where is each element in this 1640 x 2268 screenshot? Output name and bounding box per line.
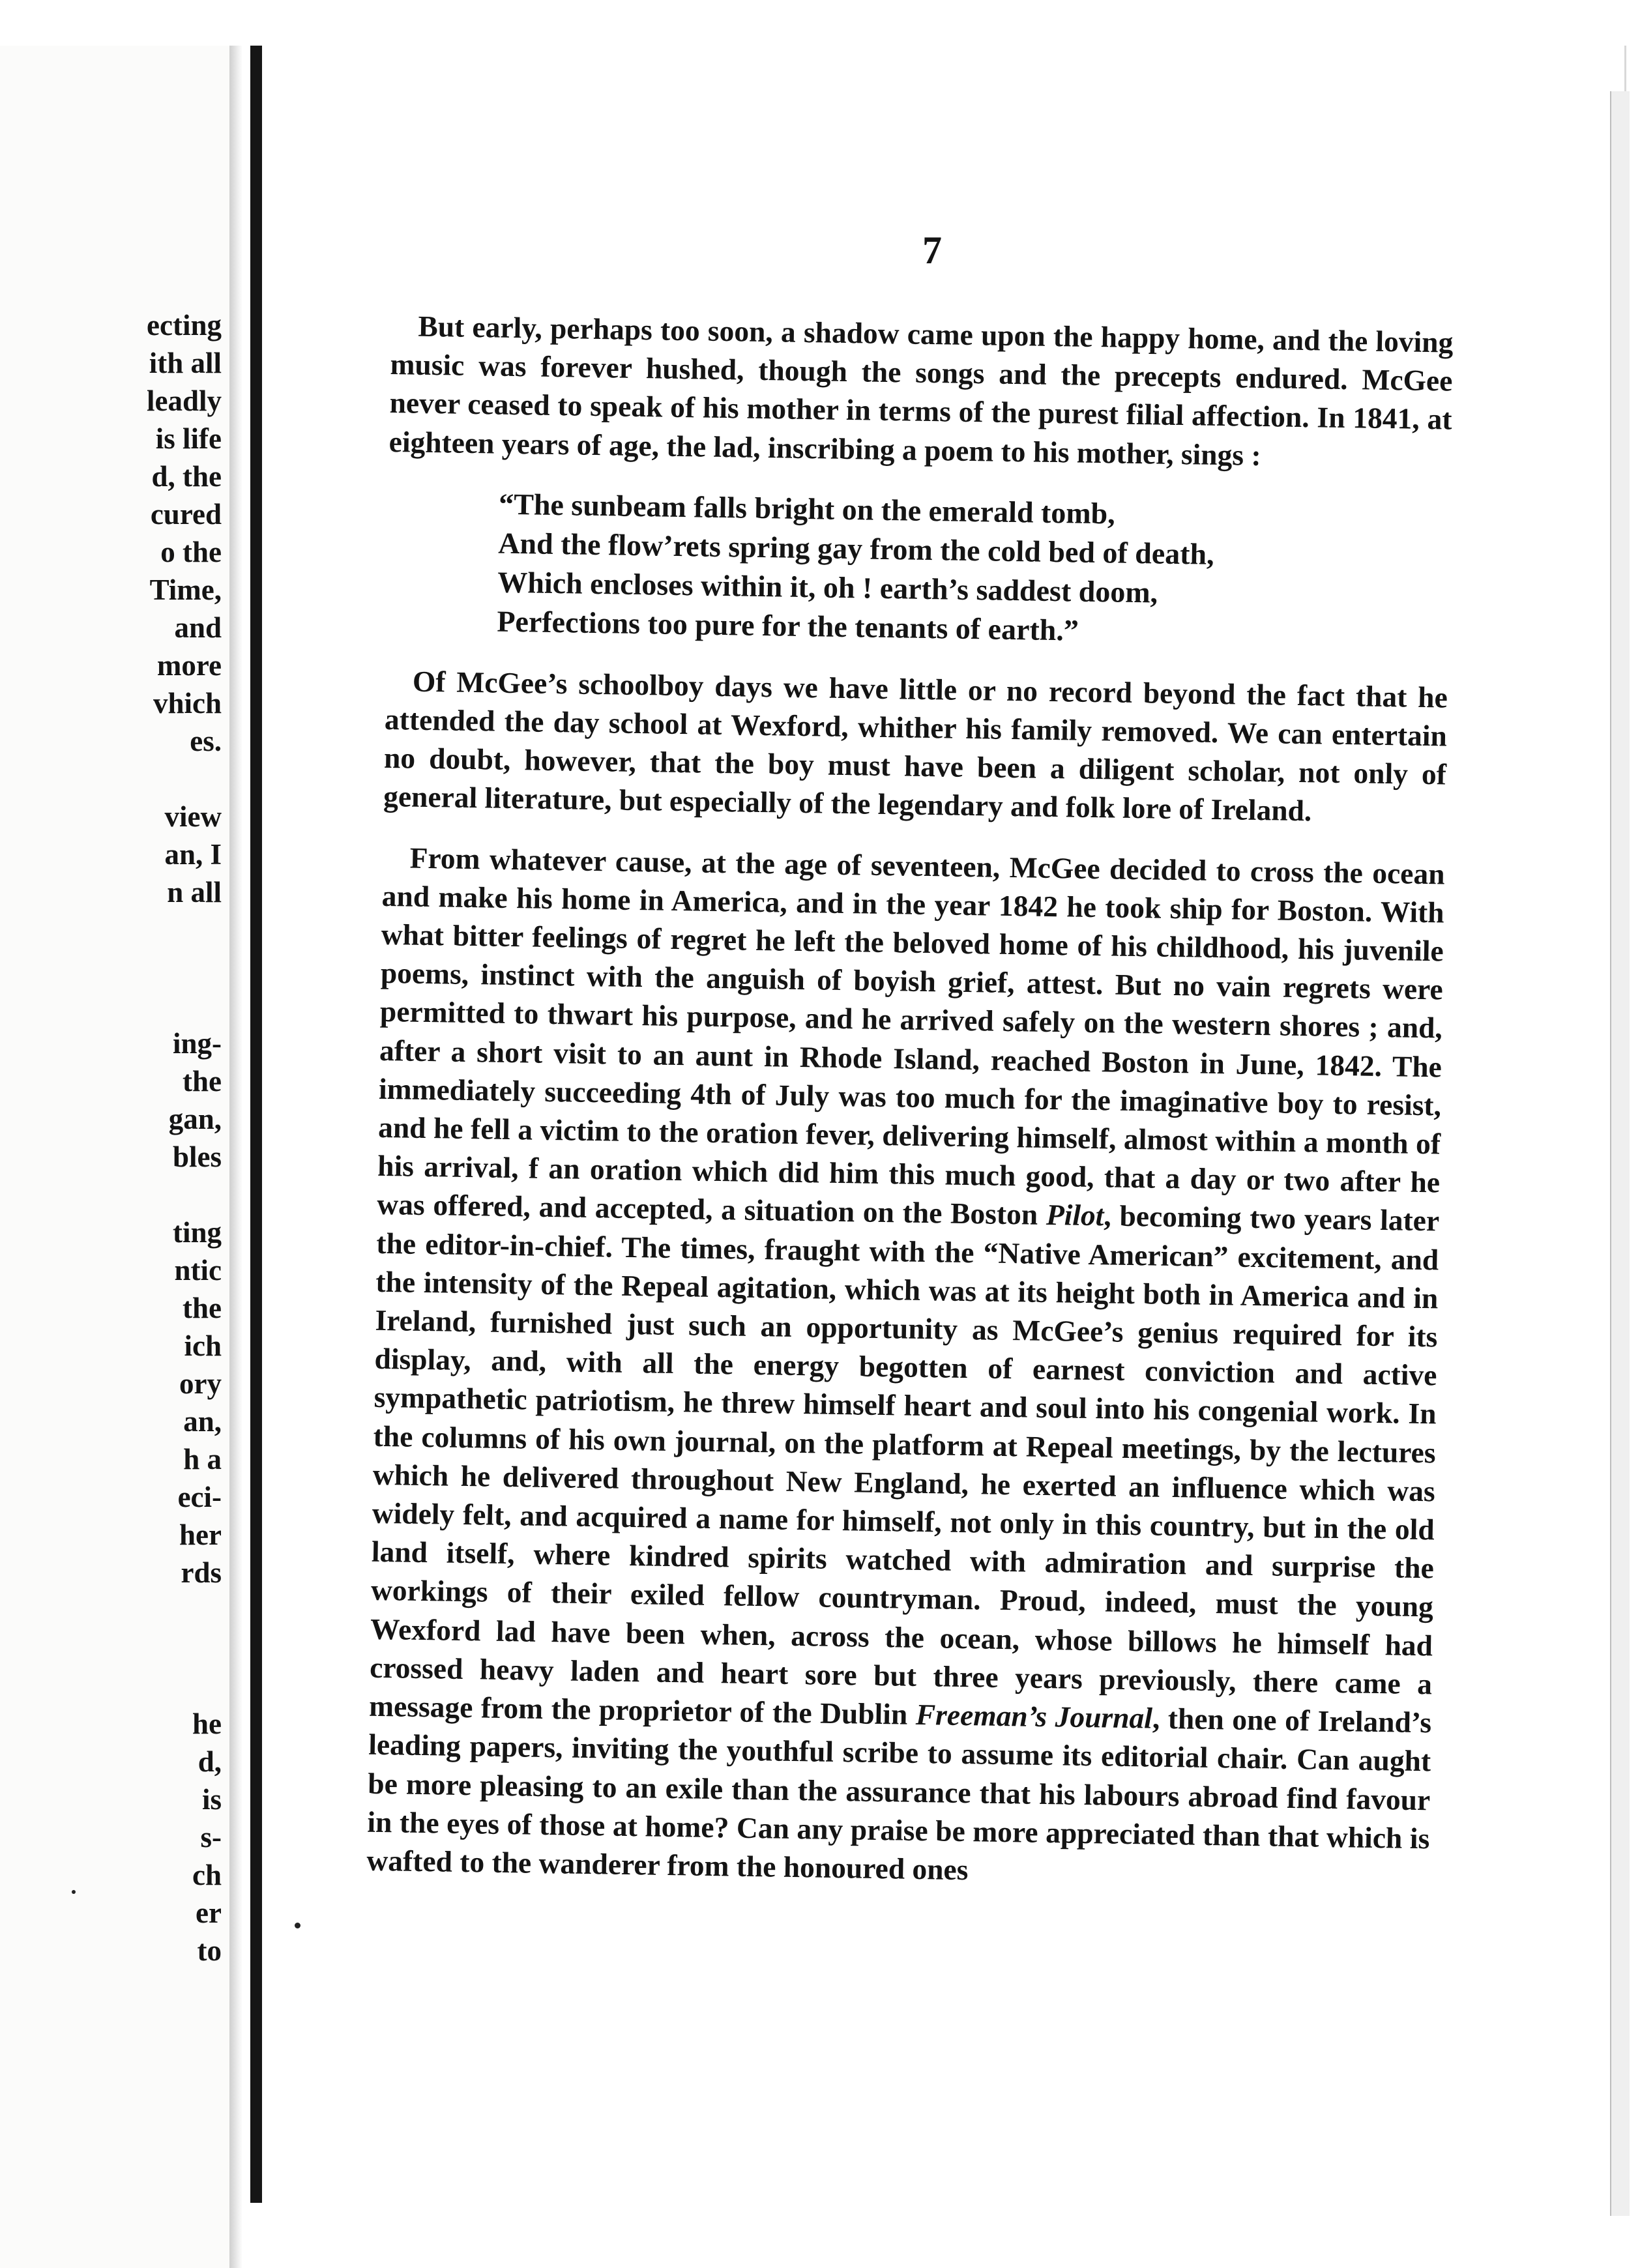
left-page-line-fragment: h a	[183, 1443, 222, 1476]
left-page-line-fragment: ith all	[149, 347, 222, 379]
left-page-line-fragment: to	[197, 1934, 222, 1967]
paragraph-text: , then one of Ireland’s leading papers, inviting the youthful scribe to assume its editorial chair. Can aught be more pleasing to an exile than the assurance that his labours abroad find favour in the eyes of those at home? Can any praise be more appreciated than that which is wafted to the wanderer from the honoured ones	[366, 1701, 1432, 1887]
ink-speck	[72, 1890, 76, 1894]
left-page-line-fragment: view	[164, 800, 222, 833]
paragraph-text: , becoming two years later the editor-in-chief. The times, fraught with the “Native American” excitement, and the intensity of the Repeal agitation, which was at its height both in America and in Ireland, furnished just such an opportunity as McGee’s genius required for its display, and, with all the energy begotten of earnest conviction and active sympathetic patriotism, he threw himself heart and soul into his congenial work. In the columns of his own journal, on the platform at Repeal meetings, by the lectures which he delivered throughout New England, he exerted an influence which was widely felt, and acquired a name for himself, not only in this country, but in the old land itself, where kindred spirits watched with admiration and surprise the workings of their exiled fellow countryman. Proud, indeed, must the young Wexford lad have been when, across the ocean, whose billows he himself had crossed heavy laden and heart sore but three years previously, there came a message from the proprietor of the Dublin	[368, 1199, 1440, 1731]
newspaper-title-freemans-journal: Freeman’s Journal	[915, 1698, 1153, 1735]
page-fold-shadow	[229, 46, 242, 2268]
book-gutter	[250, 46, 262, 2203]
left-page-line-fragment: ting	[172, 1216, 222, 1249]
left-page-line-fragment: more	[156, 649, 222, 682]
left-page-line-fragment: her	[179, 1519, 222, 1551]
left-page-line-fragment: ecting	[147, 309, 222, 342]
left-page-line-fragment: er	[196, 1897, 222, 1929]
left-page-line-fragment: ntic	[174, 1254, 222, 1287]
newspaper-title-pilot: Pilot	[1046, 1198, 1104, 1232]
page-edge-strip	[1610, 91, 1630, 2216]
paragraph-schoolboy-days: Of McGee’s schoolboy days we have little or no record beyond the fact that he attended the day school at Wexford, whither his family removed. We can entertain no doubt, however, that the boy must have been a diligent scholar, not only of general literature, but especially of the legendary and folk lore of Ireland.	[383, 664, 1448, 828]
left-page-line-fragment: Time,	[149, 574, 222, 606]
paragraph-text: From whatever cause, at the age of seventeen, McGee decided to cross the ocean and make his home in America, and in the year 1842 he took ship for Boston. With what bitter feelings of regret he left the beloved home of his childhood, his juvenile poems, instinct with the anguish of boyish grief, attest. But no vain regrets were permitted to thwart his purpose, and he arrived safely on the western shores ; and, after a short visit to an aunt in Rhode Island, reached Boston in June, 1842. The immediately succeeding 4th of July was too much for the imaginative boy to resist, and he fell a victim to the oration fever, delivering himself, almost within a month of his arrival, f an oration which did him this much good, that a day or two after he was offered, and accepted, a situation on the Boston	[376, 841, 1445, 1232]
left-page-line-fragment: ing-	[172, 1027, 222, 1060]
paragraph-voyage-to-america	[366, 838, 1445, 1897]
verse-line: And the flow’rets spring gay from the cold bed of death,	[497, 526, 1215, 571]
left-page-line-fragment: ch	[192, 1859, 222, 1891]
left-page-line-fragment: an, I	[164, 838, 222, 871]
left-page-line-fragment: he	[192, 1708, 222, 1740]
left-page-line-fragment: vhich	[153, 687, 222, 720]
left-page-line-fragment: rds	[181, 1556, 222, 1589]
verse-line: Which encloses within it, oh ! earth’s saddest doom,	[497, 565, 1158, 609]
left-page-line-fragment: leadly	[146, 385, 222, 417]
page-number: 7	[922, 229, 942, 272]
left-page-line-fragment: eci-	[177, 1481, 222, 1513]
left-page-line-fragment: es.	[190, 725, 222, 757]
poem-verse	[497, 484, 1451, 656]
verse-line: “The sunbeam falls bright on the emerald tomb,	[498, 487, 1116, 531]
page-body-text	[366, 306, 1454, 1918]
left-page-line-fragment: the	[183, 1065, 222, 1098]
left-page-line-fragment: o the	[160, 536, 222, 568]
previous-page-fragment	[0, 46, 229, 2268]
left-page-line-fragment: bles	[172, 1141, 222, 1173]
left-page-line-fragment: the	[183, 1292, 222, 1324]
left-page-line-fragment: is life	[155, 422, 222, 455]
paragraph-shadow-home: But early, perhaps too soon, a shadow came upon the happy home, and the loving music was forever hushed, though the songs and the precepts endured. McGee never ceased to speak of his mother in terms of the purest filial affection. In 1841, at eighteen years of age, the lad, inscribing a poem to his mother, sings :	[388, 309, 1454, 472]
left-page-line-fragment: ory	[179, 1367, 222, 1400]
left-page-line-fragment: ich	[184, 1330, 222, 1362]
left-page-line-fragment: s-	[200, 1821, 222, 1854]
left-page-line-fragment: is	[201, 1783, 222, 1816]
left-page-line-fragment: n all	[167, 876, 222, 909]
left-page-line-fragment: d,	[198, 1745, 222, 1778]
ink-speck	[295, 1923, 300, 1928]
left-page-line-fragment: and	[174, 611, 222, 644]
verse-line: Perfections too pure for the tenants of earth.”	[497, 604, 1079, 647]
left-page-line-fragment: cured	[150, 498, 222, 531]
left-page-line-fragment: d, the	[151, 460, 222, 493]
left-page-line-fragment: an,	[183, 1405, 222, 1438]
left-page-line-fragment: gan,	[168, 1103, 222, 1135]
